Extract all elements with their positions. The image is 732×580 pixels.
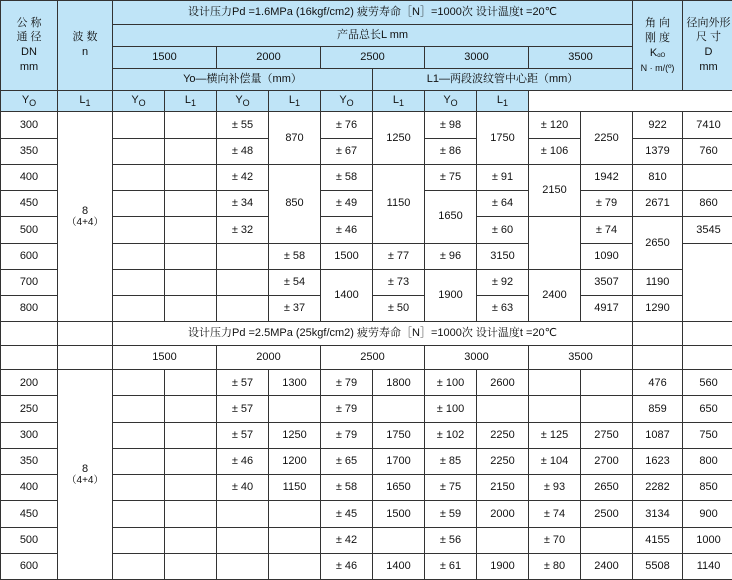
cell-l1-2500	[373, 527, 425, 553]
cell-l1-2500: 1400	[373, 553, 425, 579]
cell-outer-dim: 1290	[633, 295, 683, 321]
cell-stiffness: 922	[633, 112, 683, 138]
cell-l1-1500	[165, 191, 217, 217]
cell-l1-3500: 2150	[529, 164, 581, 216]
cell-yo-2000	[217, 553, 269, 579]
table-row	[1, 370, 732, 396]
cell-outer-dim: 760	[683, 138, 732, 164]
cell-l1-3000: 2250	[477, 448, 529, 474]
cell-l1-2000: 870	[269, 112, 321, 164]
cell-l1-3000: 1900	[477, 553, 529, 579]
cell-outer-dim: 1090	[581, 243, 633, 269]
cell-l1-2000: 1150	[269, 475, 321, 501]
cell-l1-2500: 1750	[373, 422, 425, 448]
outer-line-3: D	[704, 46, 713, 59]
len2-3500: 3500	[529, 346, 633, 370]
cell-yo-2500: ± 54	[269, 269, 321, 295]
cell-yo-2000: ± 55	[217, 112, 269, 138]
waves-line-1: 波 数	[72, 31, 98, 44]
cell-yo-1500	[113, 475, 165, 501]
cell-l1-2000	[269, 527, 321, 553]
section2-outer-spacer2	[683, 346, 732, 370]
cell-stiffness: 2671	[633, 191, 683, 217]
cell-dn: 500	[1, 217, 58, 243]
cell-outer-dim: 650	[683, 396, 732, 422]
cell-outer-dim: 560	[683, 370, 732, 396]
cell-yo-2500: ± 45	[321, 501, 373, 527]
cell-outer-dim: 1140	[683, 553, 732, 579]
cell-yo-2000	[217, 501, 269, 527]
cell-l1-2500: 1400	[321, 269, 373, 321]
cell-l1-1500	[165, 269, 217, 295]
cell-l1-2000: 850	[269, 164, 321, 243]
cell-outer-dim: 750	[683, 422, 732, 448]
section2-waves-spacer	[58, 322, 113, 346]
cell-dn: 700	[1, 269, 58, 295]
col-header-yo-5: $Y_O$	[425, 90, 477, 112]
cell-yo-1500	[113, 112, 165, 138]
cell-yo-3000: ± 100	[425, 370, 477, 396]
cell-dn: 250	[1, 396, 58, 422]
cell-l1-2000: 1300	[269, 370, 321, 396]
cell-l1-1500	[165, 475, 217, 501]
section2-title: 设计压力Pd =2.5MPa (25kgf/cm2) 疲劳寿命［N］=1000次 设计温度t =20℃	[113, 322, 633, 346]
cell-yo-3500: ± 125	[529, 422, 581, 448]
cell-yo-1500	[113, 217, 165, 243]
cell-yo-2000: ± 57	[217, 422, 269, 448]
cell-yo-2000: ± 57	[217, 370, 269, 396]
col-header-l1-2: $L_1$	[165, 90, 217, 112]
cell-yo-3500: ± 92	[477, 269, 529, 295]
cell-yo-2000	[217, 527, 269, 553]
cell-yo-1500	[113, 396, 165, 422]
cell-yo-2500: ± 46	[321, 217, 373, 243]
cell-l1-2000: 1200	[269, 448, 321, 474]
cell-l1-2500: 1800	[373, 370, 425, 396]
cell-yo-3000: ± 100	[425, 396, 477, 422]
cell-yo-3500: ± 74	[529, 501, 581, 527]
cell-stiffness: 5508	[633, 553, 683, 579]
col-header-l1-5: $L_1$	[477, 90, 529, 112]
section2-outer-spacer	[683, 322, 732, 346]
cell-yo-2500: ± 58	[269, 243, 321, 269]
cell-stiffness: 4917	[581, 295, 633, 321]
cell-dn: 300	[1, 112, 58, 138]
cell-yo-2500: ± 79	[321, 370, 373, 396]
dn-line-2: 通 径	[16, 31, 42, 44]
cell-stiffness: 2282	[633, 475, 683, 501]
cell-l1-1500	[165, 112, 217, 138]
len2-3000: 3000	[425, 346, 529, 370]
cell-stiffness: 1942	[581, 164, 633, 190]
cell-yo-3500: ± 106	[529, 138, 581, 164]
cell-yo-2000: ± 42	[217, 164, 269, 190]
col-header-yo-4: $Y_O$	[321, 90, 373, 112]
cell-stiffness: 4155	[633, 527, 683, 553]
cell-yo-3000: ± 73	[373, 269, 425, 295]
cell-yo-1500	[113, 191, 165, 217]
cell-l1-3000-b: 1650	[425, 191, 477, 243]
col-header-yo-2: $Y_O$	[113, 90, 165, 112]
table-row	[1, 112, 732, 138]
cell-yo-1500	[113, 370, 165, 396]
cell-l1-2000: 1250	[269, 422, 321, 448]
cell-yo-1500	[113, 448, 165, 474]
cell-yo-1500	[113, 243, 165, 269]
cell-yo-1500	[113, 553, 165, 579]
cell-l1-1500	[165, 448, 217, 474]
cell-l1-2500: 1700	[373, 448, 425, 474]
cell-l1-2500: 1650	[373, 475, 425, 501]
cell-yo-2000: ± 34	[217, 191, 269, 217]
cell-yo-1500	[113, 138, 165, 164]
len-2000: 2000	[217, 46, 321, 68]
cell-yo-2500: ± 42	[321, 527, 373, 553]
cell-yo-2000: ± 46	[217, 448, 269, 474]
cell-l1-1500	[165, 527, 217, 553]
cell-stiffness: 1623	[633, 448, 683, 474]
cell-yo-2500: ± 65	[321, 448, 373, 474]
cell-outer-dim: 7410	[683, 112, 732, 138]
cell-l1-2500: 1250	[373, 112, 425, 164]
cell-yo-2500: ± 76	[321, 112, 373, 138]
cell-stiffness: 1379	[633, 138, 683, 164]
cell-l1-3500: 2400	[529, 269, 581, 321]
cell-l1-2000	[269, 501, 321, 527]
section2-stiffness-spacer	[633, 322, 683, 346]
cell-yo-3500	[529, 370, 581, 396]
cell-wave-count-section2	[58, 370, 113, 580]
cell-yo-2000: ± 40	[217, 475, 269, 501]
cell-l1-3000: 1900	[425, 269, 477, 321]
cell-yo-1500	[113, 501, 165, 527]
cell-l1-3000	[477, 396, 529, 422]
cell-stiffness: 3507	[581, 269, 633, 295]
cell-yo-3000: ± 75	[425, 475, 477, 501]
cell-l1-3500: 2500	[581, 501, 633, 527]
cell-yo-1500	[113, 527, 165, 553]
cell-yo-3000: ± 61	[425, 553, 477, 579]
cell-yo-3000: ± 85	[425, 448, 477, 474]
cell-outer-dim: 1190	[633, 269, 683, 295]
cell-outer-dim: 1000	[683, 527, 732, 553]
cell-yo-2000: ± 32	[217, 217, 269, 243]
cell-yo-2500: ± 67	[321, 138, 373, 164]
col-header-angular-stiffness	[633, 1, 683, 91]
cell-yo-3000: ± 50	[373, 295, 425, 321]
stiffness-line-2: 刚 度	[644, 32, 671, 45]
cell-yo-3500: ± 93	[529, 475, 581, 501]
cell-dn: 350	[1, 138, 58, 164]
cell-yo-3000: ± 86	[425, 138, 477, 164]
col-header-yo-1: $Y_O$	[1, 90, 58, 112]
cell-yo-2500: ± 58	[321, 164, 373, 190]
cell-yo-3000: ± 102	[425, 422, 477, 448]
cell-stiffness: 1087	[633, 422, 683, 448]
cell-l1-3000: 2150	[477, 475, 529, 501]
waves-line-2: n	[81, 46, 89, 59]
cell-l1-3500	[581, 527, 633, 553]
cell-yo-3000: ± 75	[425, 164, 477, 190]
section2-dn-spacer	[1, 322, 58, 346]
cell-yo-3000: ± 56	[425, 527, 477, 553]
cell-l1-1500	[165, 396, 217, 422]
cell-yo-3500: ± 63	[477, 295, 529, 321]
cell-dn: 450	[1, 501, 58, 527]
cell-l1-1500	[165, 164, 217, 190]
cell-yo-3500: ± 104	[529, 448, 581, 474]
cell-dn: 800	[1, 295, 58, 321]
cell-yo-2500: ± 79	[321, 396, 373, 422]
col-header-yo-3: $Y_O$	[217, 90, 269, 112]
cell-stiffness: 859	[633, 396, 683, 422]
cell-outer-dim: 810	[633, 164, 683, 190]
cell-stiffness: 3150	[477, 243, 529, 269]
cell-l1-1500	[165, 422, 217, 448]
section1-title: 设计压力Pd =1.6MPa (16kgf/cm2) 疲劳寿命［N］=1000次 设计温度t =20℃	[113, 1, 633, 25]
cell-l1-2500	[373, 396, 425, 422]
len2-2500: 2500	[321, 346, 425, 370]
legend-l1: L1—两段波纹管中心距（mm）	[373, 68, 633, 90]
cell-yo-2000	[217, 243, 269, 269]
outer-line-1: 径向外形	[686, 16, 731, 29]
cell-dn: 600	[1, 243, 58, 269]
cell-yo-3500: ± 96	[425, 243, 477, 269]
outer-line-4: mm	[699, 61, 718, 74]
cell-stiffness: 3545	[683, 217, 732, 243]
wave-count-detail: （4+4）	[66, 475, 104, 487]
cell-l1-2000	[269, 553, 321, 579]
len2-1500: 1500	[113, 346, 217, 370]
cell-l1-3000: 1750	[477, 112, 529, 164]
cell-l1-2500: 1500	[321, 243, 373, 269]
legend-yo: Yo—横向补偿量（mm）	[113, 68, 373, 90]
cell-outer-dim: 800	[683, 448, 732, 474]
len2-2000: 2000	[217, 346, 321, 370]
cell-dn: 200	[1, 370, 58, 396]
cell-l1-3000: 2600	[477, 370, 529, 396]
cell-yo-3500: ± 120	[529, 112, 581, 138]
cell-yo-2500: ± 58	[321, 475, 373, 501]
cell-yo-3000: ± 59	[425, 501, 477, 527]
cell-l1-3000: 2250	[477, 422, 529, 448]
len-1500: 1500	[113, 46, 217, 68]
cell-dn: 400	[1, 475, 58, 501]
dn-line-1: 公 称	[16, 16, 42, 29]
cell-yo-1500	[113, 269, 165, 295]
cell-outer-dim: 850	[683, 475, 732, 501]
cell-yo-2000	[217, 295, 269, 321]
cell-yo-3500: ± 91	[477, 164, 529, 190]
section2-stiffness-spacer2	[633, 346, 683, 370]
cell-dn: 400	[1, 164, 58, 190]
cell-l1-3500: 2650	[581, 475, 633, 501]
cell-yo-3000: ± 64	[477, 191, 529, 217]
cell-l1-3500: 2750	[581, 422, 633, 448]
cell-yo-3500: ± 80	[529, 553, 581, 579]
cell-l1-3500: 2400	[581, 553, 633, 579]
wave-count-detail: （4+4）	[66, 217, 104, 229]
cell-l1-1500	[165, 553, 217, 579]
dn-line-4: mm	[19, 61, 39, 74]
col-header-l1-3: $L_1$	[269, 90, 321, 112]
cell-yo-1500	[113, 164, 165, 190]
cell-yo-3500	[529, 396, 581, 422]
outer-line-2: 尺 寸	[695, 31, 722, 44]
stiffness-symbol-sub: ᵅᴼ	[657, 51, 666, 62]
len-3500: 3500	[529, 46, 633, 68]
cell-l1-3000	[477, 527, 529, 553]
cell-yo-3000: ± 77	[373, 243, 425, 269]
cell-l1-3000: 2000	[477, 501, 529, 527]
cell-yo-3500: ± 70	[529, 527, 581, 553]
cell-l1-3500	[581, 370, 633, 396]
cell-stiffness: 476	[633, 370, 683, 396]
cell-l1-1500	[165, 138, 217, 164]
cell-dn: 300	[1, 422, 58, 448]
section1-length-title: 产品总长L mm	[113, 25, 633, 47]
cell-l1-2500: 1500	[373, 501, 425, 527]
cell-l1-3500: 2700	[581, 448, 633, 474]
cell-outer-dim: 900	[683, 501, 732, 527]
cell-l1-2000	[269, 396, 321, 422]
cell-yo-3500: ± 79	[581, 191, 633, 217]
cell-yo-2000: ± 48	[217, 138, 269, 164]
len-3000: 3000	[425, 46, 529, 68]
cell-yo-2000	[217, 269, 269, 295]
cell-yo-2500: ± 37	[269, 295, 321, 321]
cell-l1-3000	[529, 217, 581, 269]
cell-stiffness: 3134	[633, 501, 683, 527]
cell-l1-1500	[165, 501, 217, 527]
cell-l1-2500: 1150	[373, 164, 425, 243]
stiffness-unit: N · m/(º)	[640, 63, 675, 74]
col-header-outer-dim	[683, 1, 732, 91]
wave-count-value: 8	[81, 462, 89, 475]
col-header-dn	[1, 1, 58, 91]
cell-outer-dim: 860	[683, 191, 732, 217]
col-header-l1-4: $L_1$	[373, 90, 425, 112]
cell-dn: 450	[1, 191, 58, 217]
cell-dn: 600	[1, 553, 58, 579]
cell-yo-3500: ± 74	[581, 217, 633, 243]
section2-dn-spacer2	[1, 346, 58, 370]
cell-yo-2500: ± 79	[321, 422, 373, 448]
cell-l1-1500	[165, 370, 217, 396]
stiffness-symbol: K	[649, 46, 658, 59]
cell-l1-3500	[581, 396, 633, 422]
col-header-l1-1: $L_1$	[58, 90, 113, 112]
dn-line-3: DN	[21, 46, 37, 59]
cell-yo-1500	[113, 295, 165, 321]
stiffness-line-1: 角 向	[644, 17, 671, 30]
wave-count-value: 8	[81, 204, 89, 217]
cell-yo-3000: ± 60	[477, 217, 529, 243]
cell-yo-2000: ± 57	[217, 396, 269, 422]
section2-waves-spacer2	[58, 346, 113, 370]
cell-l1-3500: 2250	[581, 112, 633, 164]
cell-yo-2500: ± 49	[321, 191, 373, 217]
cell-dn: 350	[1, 448, 58, 474]
cell-yo-2500: ± 46	[321, 553, 373, 579]
cell-l1-3500: 2650	[633, 217, 683, 269]
cell-yo-3000: ± 98	[425, 112, 477, 138]
cell-l1-1500	[165, 217, 217, 243]
cell-l1-1500	[165, 243, 217, 269]
cell-yo-1500	[113, 422, 165, 448]
cell-dn: 500	[1, 527, 58, 553]
cell-wave-count-section1	[58, 112, 113, 322]
len-2500: 2500	[321, 46, 425, 68]
col-header-waves	[58, 1, 113, 91]
cell-l1-1500	[165, 295, 217, 321]
